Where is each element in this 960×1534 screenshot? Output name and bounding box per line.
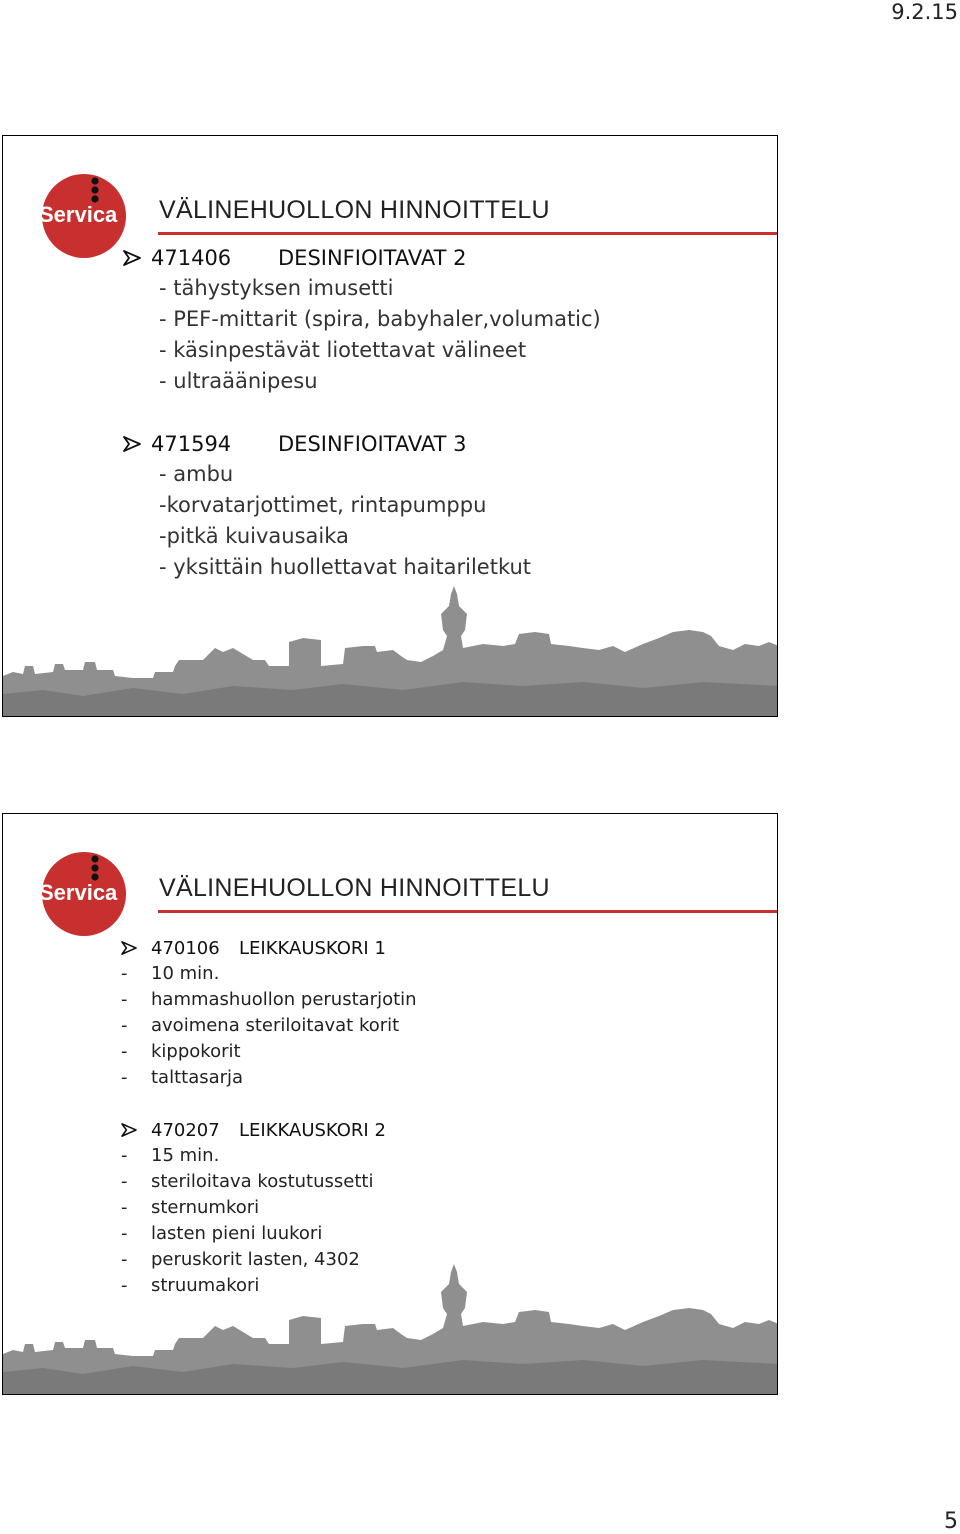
list-item: - ambu (159, 462, 234, 486)
slide-title: VÄLINEHUOLLON HINNOITTELU (159, 196, 550, 224)
group-heading (123, 242, 601, 273)
group-code: 470106 (151, 937, 220, 959)
group-code: 471406 (151, 245, 232, 270)
group-heading (121, 935, 417, 961)
list-item: -korvatarjottimet, rintapumppu (159, 493, 487, 517)
group-name: LEIKKAUSKORI 2 (239, 1119, 386, 1141)
list-item: -pitkä kuivausaika (159, 524, 349, 548)
list-item: - PEF-mittarit (spira, babyhaler,volumatic) (159, 307, 601, 331)
list-item: - avoimena steriloitavat korit (121, 1015, 400, 1036)
title-divider (158, 232, 778, 235)
group-code: 470207 (151, 1119, 220, 1141)
list-item: - tähystyksen imusetti (159, 276, 394, 300)
list-item: - steriloitava kostutussetti (121, 1171, 374, 1192)
list-item: - lasten pieni luukori (121, 1223, 323, 1244)
list-item: - käsinpestävät liotettavat välineet (159, 338, 527, 362)
list-item: - peruskorit lasten, 4302 (121, 1249, 360, 1270)
slide-1 (2, 135, 778, 717)
arrow-bullet-icon (123, 250, 151, 266)
slide-body (123, 242, 601, 583)
list-item: - yksittäin huollettavat haitariletkut (159, 555, 532, 579)
group-code: 471594 (151, 431, 232, 456)
city-skyline-graphic (3, 586, 778, 716)
group-name: DESINFIOITAVAT 2 (278, 245, 467, 270)
arrow-bullet-icon (121, 1123, 151, 1137)
list-item: - kippokorit (121, 1041, 241, 1062)
group-name: DESINFIOITAVAT 3 (278, 431, 467, 456)
title-divider (158, 910, 778, 913)
servica-logo (39, 850, 135, 938)
list-item: - talttasarja (121, 1067, 244, 1088)
slide-title: VÄLINEHUOLLON HINNOITTELU (159, 874, 550, 902)
servica-logo (39, 172, 135, 260)
page-date: 9.2.15 (891, 0, 958, 24)
group-heading (121, 1117, 417, 1143)
arrow-bullet-icon (123, 436, 151, 452)
list-item: - sternumkori (121, 1197, 260, 1218)
slide-body (121, 935, 417, 1299)
list-item: - hammashuollon perustarjotin (121, 989, 417, 1010)
group-heading (123, 428, 601, 459)
page-number: 5 (944, 1509, 958, 1534)
list-item: - 10 min. (121, 963, 220, 984)
svg-text:Servica: Servica (39, 880, 118, 905)
slide-2 (2, 813, 778, 1395)
svg-text:Servica: Servica (39, 202, 118, 227)
list-item: - 15 min. (121, 1145, 220, 1166)
arrow-bullet-icon (121, 941, 151, 955)
city-skyline-graphic (3, 1264, 778, 1394)
list-item: - struumakori (121, 1275, 260, 1296)
list-item: - ultraäänipesu (159, 369, 318, 393)
group-name: LEIKKAUSKORI 1 (239, 937, 386, 959)
